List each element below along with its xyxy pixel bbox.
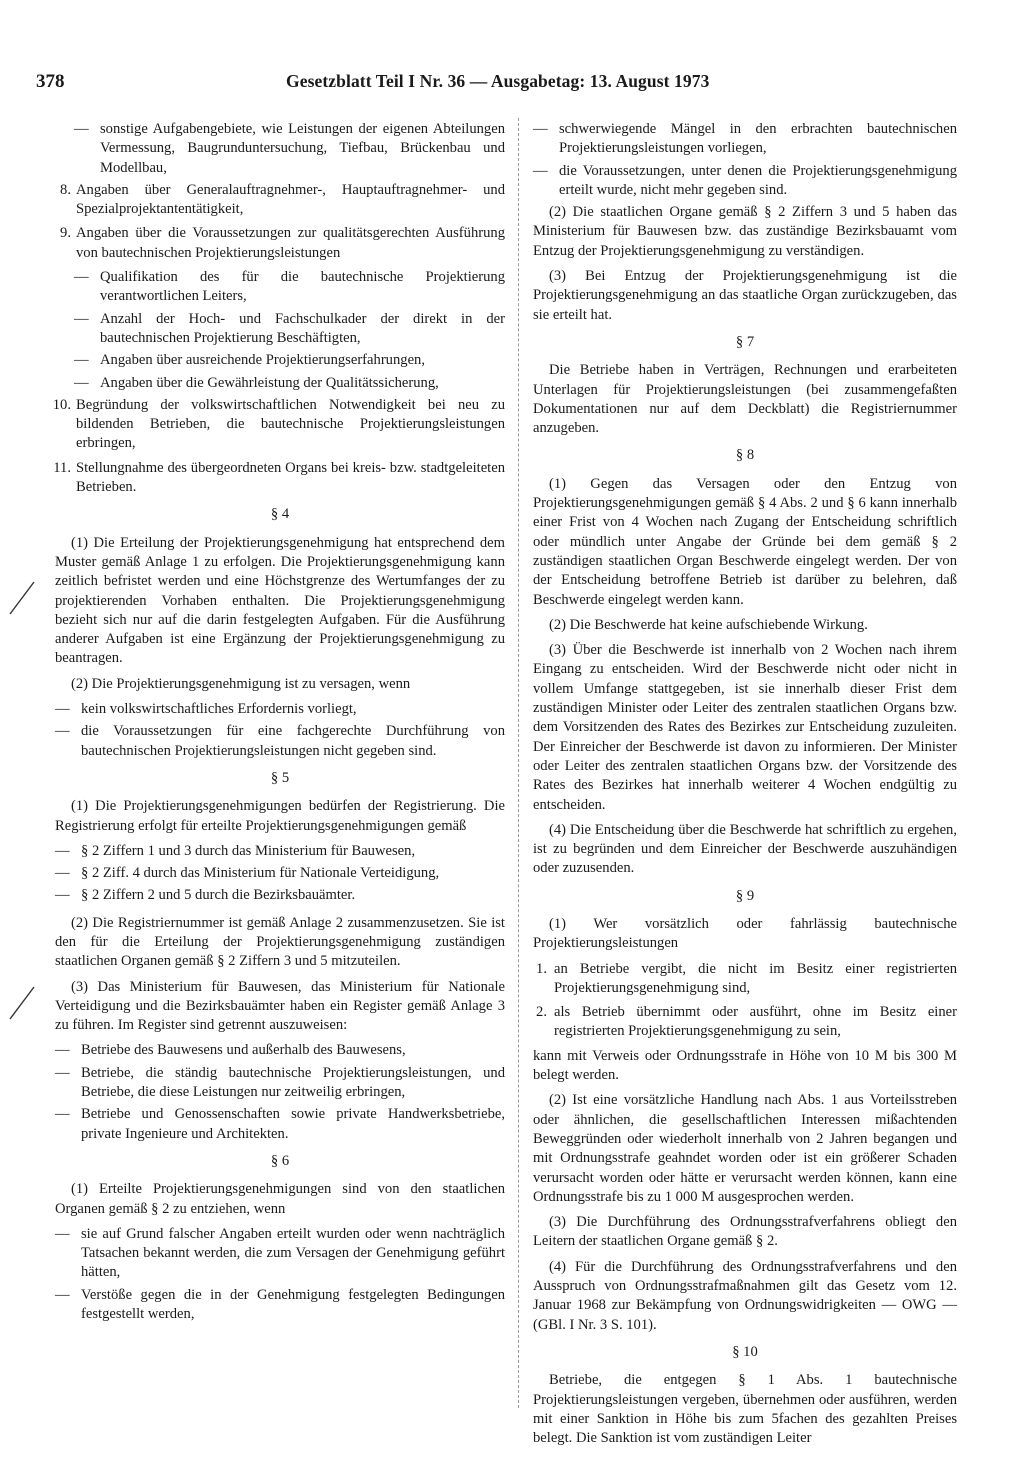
- list-item: 10. Begründung der volkswirtschaftlichen Notwendigkeit bei neu zu bildenden Betrieben, die bautechnische Projektierungsleistungen erbringen,: [52, 396, 505, 452]
- column-divider: [518, 118, 519, 1408]
- section-heading: § 6: [270, 1152, 290, 1169]
- paragraph: (2) Ist eine vorsätzliche Handlung nach Abs. 1 aus Vorteilsstreben oder ähnlichen, die gesellschaftlichen Interessen mißachtenden Beweggründen oder wiederholt innerhalb von 2 Jahren begangen und mit Ordnungsstrafe geahndet worden oder ist ein größerer Schaden verursacht worden oder hätte er verursacht werden können, kann eine Ordnungsstrafe bis zu 1 000 M ausgesprochen werden.: [533, 1092, 957, 1205]
- paragraph: (4) Für die Durchführung des Ordnungsstrafverfahrens und den Ausspruch von Ordnungsstrafmaßnahmen gilt das Gesetz vom 12. Januar 1968 zur Bekämpfung von Ordnungswidrigkeiten — OWG — (GBl. I Nr. 3 S. 101).: [533, 1258, 957, 1333]
- list-item: — Angaben über ausreichende Projektierungserfahrungen,: [74, 352, 425, 369]
- list-item: 2. als Betrieb übernimmt oder ausführt, ohne im Besitz einer registrierten Projektierungsgenehmigung zu sein,: [536, 1004, 957, 1040]
- list-item: — schwerwiegende Mängel in den erbrachten bautechnischen Projektierungsleistungen vorliegen,: [533, 121, 957, 157]
- left-column: [52, 120, 505, 1327]
- section-heading: § 10: [732, 1343, 758, 1360]
- paragraph: (2) Die Projektierungsgenehmigung ist zu versagen, wenn: [71, 675, 411, 692]
- dash-mark: —: [74, 121, 89, 137]
- list-item: — kein volkswirtschaftliches Erfordernis vorliegt,: [55, 701, 357, 718]
- section-heading: § 5: [270, 769, 290, 786]
- paragraph: Betriebe, die entgegen § 1 Abs. 1 bautechnische Projektierungsleistungen vergeben, übernehmen oder ausführen, werden mit einer Sanktion in Höhe bis zum 5fachen des gezahlten Preises belegt. Die Sanktion ist vom zuständigen Leiter: [533, 1372, 957, 1447]
- paragraph: kann mit Verweis oder Ordnungsstrafe in Höhe von 10 M bis 300 M belegt werden.: [533, 1047, 957, 1084]
- paragraph: (2) Die Beschwerde hat keine aufschiebende Wirkung.: [549, 616, 868, 633]
- list-item: — Betriebe und Genossenschaften sowie private Handwerksbetriebe, private Ingenieure und Architekten.: [55, 1106, 505, 1142]
- list-item: — Qualifikation des für die bautechnische Projektierung verantwortlichen Leiters,: [74, 269, 505, 305]
- list-item: — § 2 Ziff. 4 durch das Ministerium für Nationale Verteidigung,: [55, 865, 440, 882]
- list-item: — sonstige Aufgabengebiete, wie Leistungen der eigenen Abteilungen Vermessung, Baugrunduntersuchung, Tiefbau, Brückenbau und Modellbau,: [74, 121, 505, 176]
- paragraph: (2) Die staatlichen Organe gemäß § 2 Ziffern 3 und 5 haben das Ministerium für Bauwesen bzw. das zuständige Bezirksbauamt vom Entzug der Projektierungsgenehmigung zu verständigen.: [533, 204, 957, 259]
- list-item: — § 2 Ziffern 1 und 3 durch das Ministerium für Bauwesen,: [55, 842, 416, 859]
- paragraph: (3) Bei Entzug der Projektierungsgenehmigung ist die Projektierungsgenehmigung an das staatliche Organ zurückzugeben, das sie erteilt hat.: [533, 268, 957, 323]
- paragraph: (3) Das Ministerium für Bauwesen, das Ministerium für Nationale Verteidigung und die Bezirksbauämter haben ein Register gemäß Anlage 3 zu führen. Im Register sind getrennt auszuweisen:: [55, 978, 505, 1034]
- section-heading: § 7: [735, 333, 755, 350]
- paragraph: Die Betriebe haben in Verträgen, Rechnungen und erarbeiteten Unterlagen für Projektierungsleistungen (bei zusammengefaßten Dokumentationen nur auf dem Deckblatt) die Registriernummer anzugeben.: [533, 362, 957, 437]
- paragraph: (3) Die Durchführung des Ordnungsstrafverfahrens obliegt den Leitern der staatlichen Organe gemäß § 2.: [533, 1214, 957, 1250]
- paragraph: (2) Die Registriernummer ist gemäß Anlage 2 zusammenzusetzen. Sie ist den für die Erteilung der Projektierungsgenehmigung zuständigen staatlichen Organen gemäß § 2 Ziffern 3 und 5 mitzuteilen.: [55, 914, 505, 970]
- list-item: — Betriebe des Bauwesens und außerhalb des Bauwesens,: [55, 1042, 406, 1059]
- list-item: 8. Angaben über Generalauftragnehmer-, Hauptauftragnehmer- und Spezialprojektantentätigkeit,: [60, 181, 505, 218]
- list-item: — Angaben über die Gewährleistung der Qualitätssicherung,: [74, 374, 439, 391]
- list-item: 1. an Betriebe vergibt, die nicht im Besitz einer registrierten Projektierungsgenehmigung sind,: [536, 960, 957, 996]
- page-number: 378: [36, 71, 65, 92]
- list-item: — Verstöße gegen die in der Genehmigung festgelegten Bedingungen festgestellt werden,: [55, 1286, 505, 1323]
- section-heading: § 9: [735, 887, 755, 904]
- list-item: — Anzahl der Hoch- und Fachschulkader der direkt in der bautechnischen Projektierung Beschäftigten,: [74, 310, 505, 346]
- section-heading: § 4: [270, 506, 290, 523]
- list-item: — die Voraussetzungen, unter denen die Projektierungsgenehmigung erteilt wurde, nicht mehr gegeben sind.: [533, 162, 957, 198]
- list-item: — § 2 Ziffern 2 und 5 durch die Bezirksbauämter.: [55, 887, 356, 904]
- paragraph: (1) Die Projektierungsgenehmigungen bedürfen der Registrierung. Die Registrierung erfolgt für erteilte Projektierungsgenehmigungen gemäß: [55, 798, 505, 834]
- margin-mark-icon: [8, 580, 38, 616]
- section-heading: § 8: [735, 447, 755, 464]
- page-header: [36, 71, 986, 97]
- list-item: — Betriebe, die ständig bautechnische Projektierungsleistungen, und Betriebe, die diese Leistungen nur zeitweilig erbringen,: [55, 1064, 505, 1101]
- paragraph: (1) Gegen das Versagen oder den Entzug von Projektierungsgenehmigungen gemäß § 4 Abs. 2 und § 6 kann innerhalb einer Frist von 4 Wochen nach Zugang der Entscheidung schriftlich oder mündlich unter Angabe der Gründe bei dem gemäß § 2 zuständigen staatlichen Organ Beschwerde eingelegt werden. Der von der Entscheidung betroffene Betrieb ist darüber zu belehren, daß Beschwerde eingelegt werden kann.: [533, 475, 957, 608]
- list-item: — die Voraussetzungen für eine fachgerechte Durchführung von bautechnischen Projektierungsleistungen nicht gegeben sind.: [55, 723, 505, 759]
- list-item: 9. Angaben über die Voraussetzungen zur qualitätsgerechten Ausführung von bautechnischen Projektierungsleistungen: [60, 225, 505, 261]
- margin-mark-icon: [8, 985, 38, 1021]
- list-item: 11. Stellungnahme des übergeordneten Organs bei kreis- bzw. stadtgeleiteten Betrieben.: [53, 459, 505, 496]
- list-item: — sie auf Grund falscher Angaben erteilt wurden oder wenn nachträglich Tatsachen bekannt werden, die zum Versagen der Genehmigung geführt hätten,: [55, 1225, 505, 1281]
- paragraph: (1) Wer vorsätzlich oder fahrlässig bautechnische Projektierungsleistungen: [533, 915, 957, 952]
- paragraph: (4) Die Entscheidung über die Beschwerde hat schriftlich zu ergehen, ist zu begründen und dem Einreicher der Beschwerde auszuhändigen oder zuzusenden.: [533, 821, 957, 877]
- paragraph: (1) Erteilte Projektierungsgenehmigungen sind von den staatlichen Organen gemäß § 2 zu entziehen, wenn: [55, 1181, 505, 1217]
- right-column: [533, 120, 957, 1454]
- paragraph: (3) Über die Beschwerde ist innerhalb von 2 Wochen nach ihrem Eingang zu entscheiden. Wird der Beschwerde nicht oder nicht in vollem Umfange stattgegeben, ist sie innerhalb dieser Frist dem zuständigen Minister oder Leiter des zentralen staatlichen Organs bzw. dem Vorsitzenden des Rates des Bezirkes zur Entscheidung zuzuleiten. Der Einreicher der Beschwerde ist davon zu informieren. Der Minister oder Leiter des zentralen staatlichen Organs bzw. der Vorsitzende des Rates des Bezirkes hat innerhalb weiterer 4 Wochen endgültig zu entscheiden.: [533, 642, 957, 813]
- header-title: Gesetzblatt Teil I Nr. 36 — Ausgabetag: 13. August 1973: [286, 71, 710, 91]
- paragraph: (1) Die Erteilung der Projektierungsgenehmigung hat entsprechend dem Muster gemäß Anlage 1 zu erfolgen. Die Projektierungsgenehmigung kann zeitlich befristet werden und eine Höchstgrenze des Wertumfanges der zu projektierenden Vorhaben enthalten. Die Projektierungsgenehmigung bezieht sich nur auf die darin festgelegten Aufgaben. Für die Ausführung anderer Aufgaben ist eine Ergänzung der Projektierungsgenehmigung zu beantragen.: [55, 534, 505, 667]
